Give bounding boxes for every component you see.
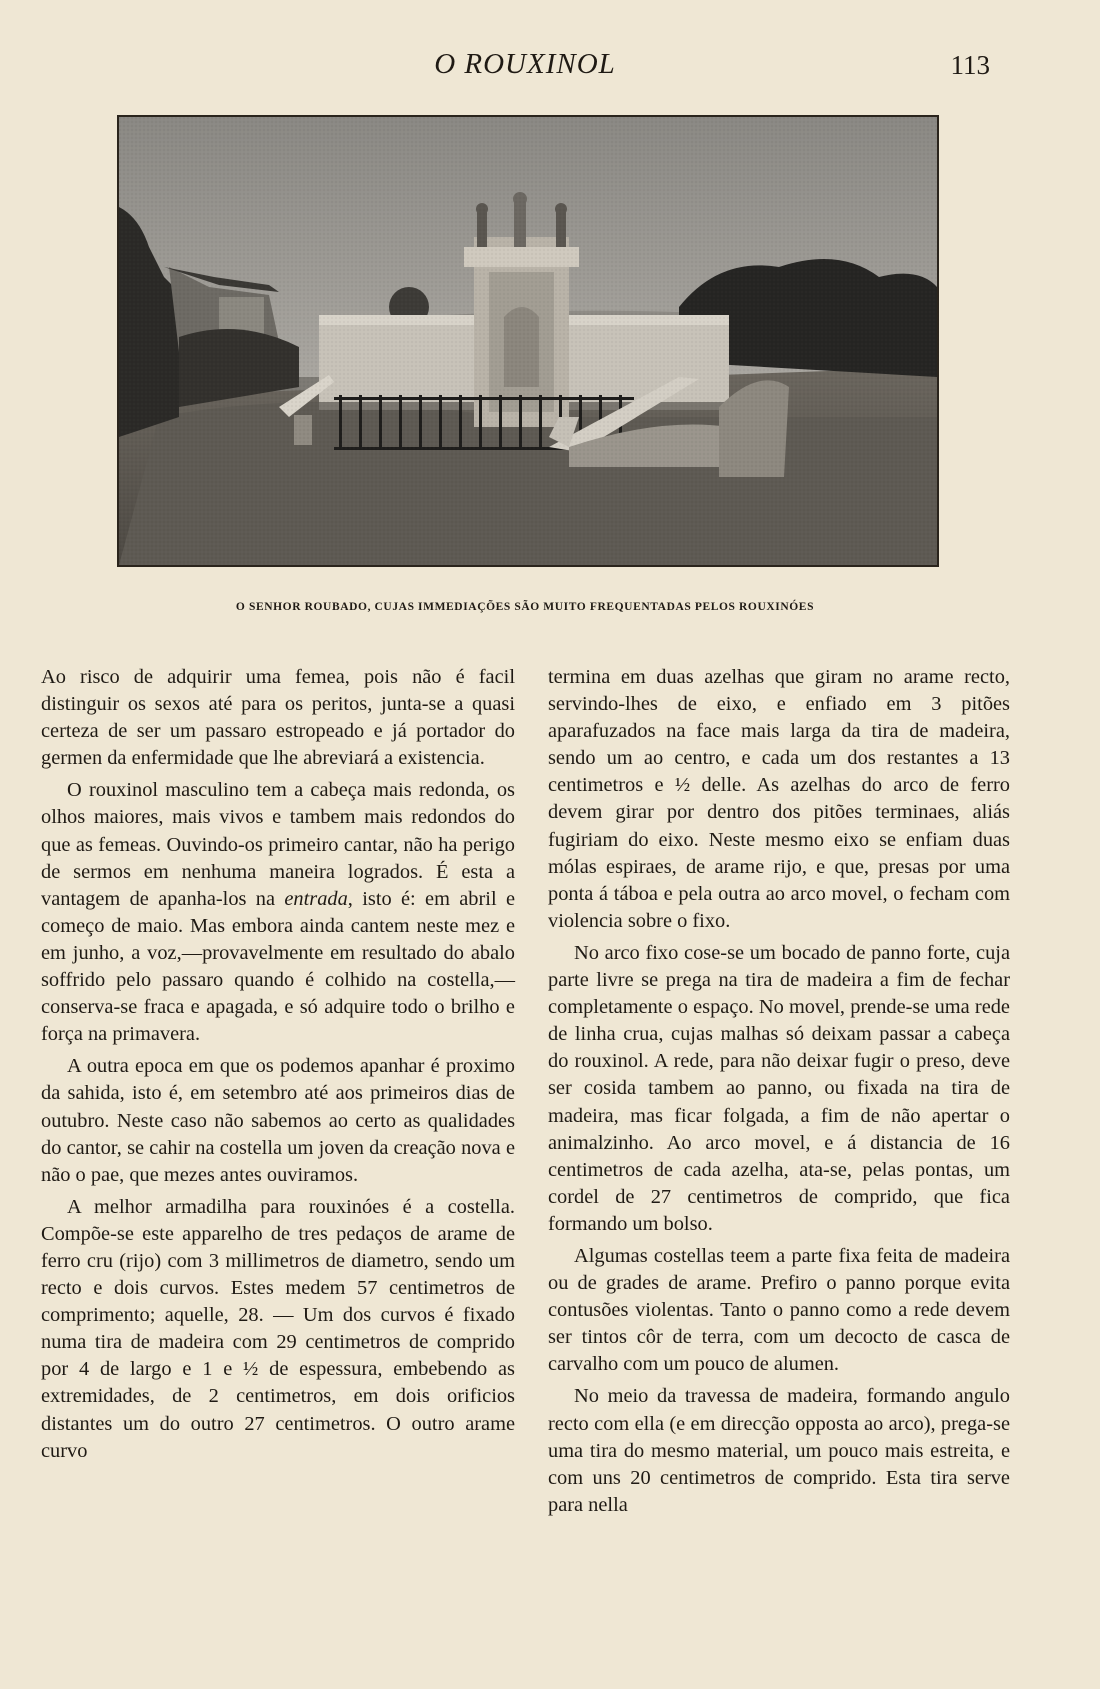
figure-caption: O SENHOR ROUBADO, CUJAS IMMEDIAÇÕES SÃO MUITO FREQUENTADAS PELOS ROUXINÓES — [235, 601, 815, 613]
paragraph: A outra epoca em que os podemos apanhar é proximo da sahida, isto é, em setembro até aos primeiros dias de outubro. Neste caso não sabemos ao certo as qualidades do cantor, se cahir na costella um joven da creação nova e não o pae, que mezes antes ouviramos. — [41, 1055, 515, 1186]
paragraph: No meio da travessa de madeira, formando angulo recto com ella (e em direcção opposta ao arco), prega-se uma tira do mesmo material, um pouco mais estreita, e com uns 20 centimetros de comprido. Esta tira serve para nella — [548, 1385, 1010, 1516]
page-number: 113 — [950, 50, 990, 80]
photo-shrine-scene — [119, 117, 937, 565]
paragraph: Algumas costellas teem a parte fixa feita de madeira ou de grades de arame. Prefiro o panno porque evita contusões violentas. Tanto o panno como a rede devem ser tintos côr de terra, com um decocto de casca de carvalho com um pouco de alumen. — [548, 1244, 1010, 1376]
photograph — [117, 115, 939, 567]
paragraph: A melhor armadilha para rouxinóes é a costella. Compõe-se este apparelho de tres pedaços de arame de ferro cru (rijo) com 3 millimetros de diametro, sendo um recto e dois curvos. Estes medem 57 centimetros de comprimento; aquelle, 28. — Um dos curvos é fixado numa tira de madeira com 29 centimetros de comprido por 4 de largo e 1 e ½ de espessura, embebendo as extremidades, de 2 centimetros, em dois orificios distantes um do outro 27 centimetros. O outro arame curvo — [41, 1195, 515, 1462]
paragraph: termina em duas azelhas que giram no arame recto, servindo-lhes de eixo, e enfiado em 3 pitões aparafuzados na face mais larga da tira de madeira, sendo um ao centro, e cada um dos restantes a 13 centimetros e ½ delle. As azelhas do arco de ferro devem girar por dentro dos pitões terminaes, aliás fugiriam do eixo. Neste mesmo eixo se enfiam duas mólas espiraes, de arame rijo, e que, presas por uma ponta á táboa e pela outra ao arco movel, o fecham com violencia sobre o fixo. — [548, 666, 1010, 932]
running-head — [0, 48, 1100, 88]
paragraph: No arco fixo cose-se um bocado de panno forte, cuja parte livre se prega na tira de madeira a fim de fechar completamente o espaço. No movel, prende-se uma rede de linha crua, cujas malhas só deixam passar a cabeça do rouxinol. A rede, para não deixar fugir o preso, deve ser cosida tambem ao panno, ou fixada na tira de madeira, mas ficar folgada, a fim de não apertar o animalzinho. Ao arco movel, e á distancia de 16 centimetros de cada azelha, ata-se, pelas pontas, um cordel de 27 centimetros de comprido, que fica formando um bolso. — [548, 941, 1010, 1235]
text-column-left — [41, 664, 515, 1470]
emphasis: entrada — [284, 887, 348, 910]
running-title: O ROUXINOL — [434, 48, 616, 80]
paragraph: Ao risco de adquirir uma femea, pois não é facil distinguir os sexos até para os peritos, junta-se a quasi certeza de ser um passaro estropeado e já portador do germen da enfermidade que lhe abreviará a existencia. — [41, 666, 515, 770]
text-column-right — [548, 664, 1010, 1524]
paragraph: O rouxinol masculino tem a cabeça mais redonda, os olhos maiores, mais vivos e tambem mais redondos do que as femeas. Ouvindo-os primeiro cantar, não ha perigo de sermos em nenhuma maneira logrados. É esta a vantagem de apanha-los na entrada, isto é: em abril e começo de maio. Mas embora ainda cantem neste mez e em junho, a voz,—provavelmente em resultado do abalo soffrido pelo passaro quando é colhido na costella,—conserva-se fraca e apagada, e só adquire todo o brilho e força na primavera. — [41, 779, 515, 1046]
